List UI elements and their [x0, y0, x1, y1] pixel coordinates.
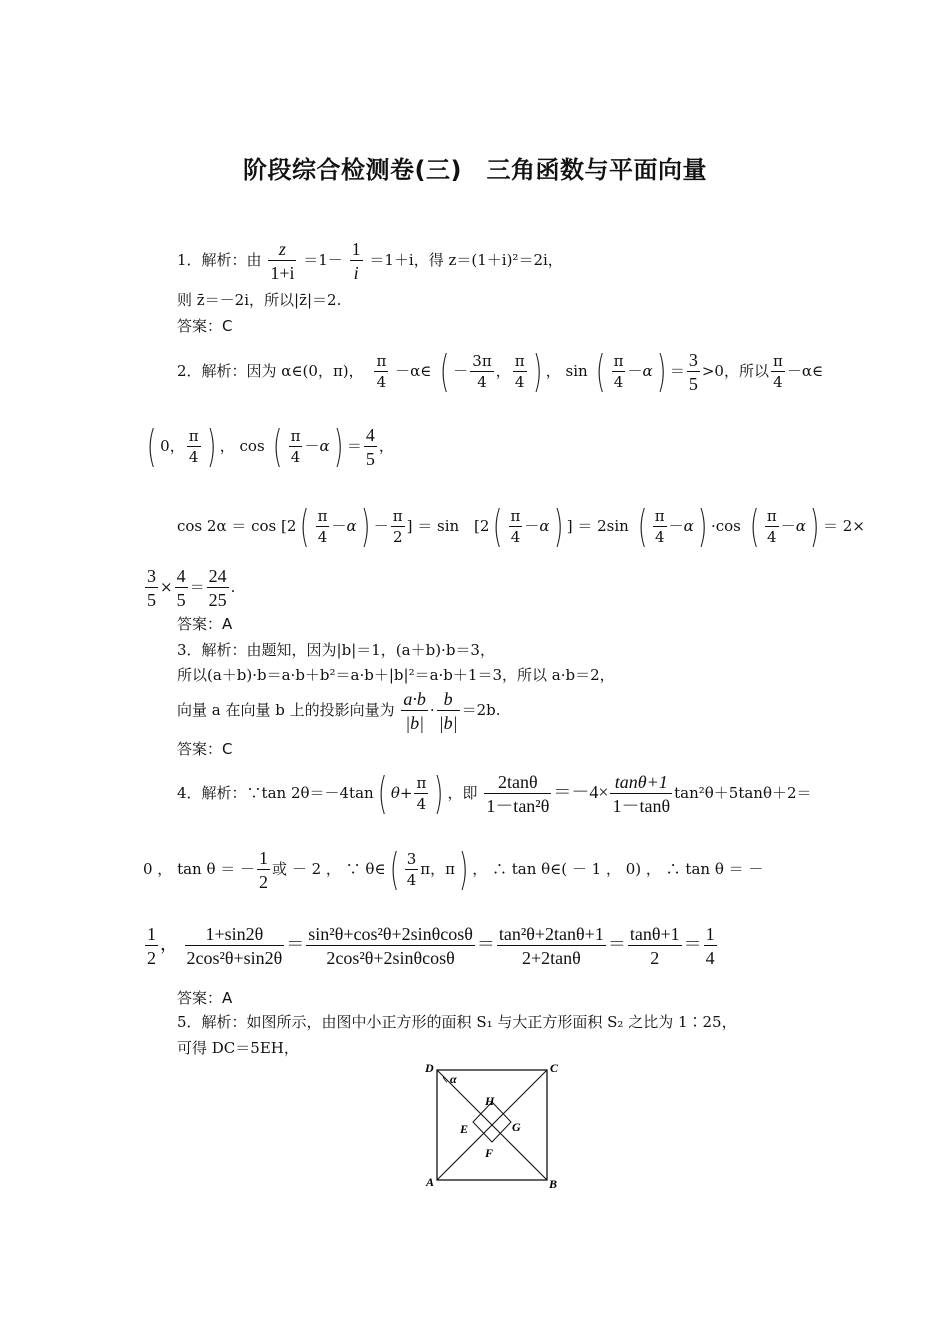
q4-line2: 0 ， tan θ ＝ － $\frac{1}{2}$ 或 － 2 ， ∵ θ∈( $\frac{3}{4}$ π，π) ， ∴ tan θ∈( － 1 ， 0) ， ∴ tan θ ＝ －: [143, 844, 764, 895]
q1-answer: 答案：C: [177, 317, 233, 335]
q2-line3: cos 2α ＝ cos [2( $\frac{\pi}{4}$ －α) － $\frac{\pi}{2}$ ] ＝ sin [2( $\frac{\pi}{4}$ －α) ] ＝ 2sin ( $\frac{\pi}{4}$ －α) ·cos ( $\frac{\pi}{4}$ －α) ＝ 2×: [177, 501, 865, 552]
q1-frac-z: $\frac{z}{1+i}$: [270, 239, 295, 283]
label-C: C: [550, 1061, 559, 1075]
label-F: F: [485, 1146, 494, 1160]
q5-line2: 可得 DC＝5EH，: [177, 1039, 299, 1057]
q3-line3: 向量 a 在向量 b 上的投影向量为 $\frac{a\cdot b}{|b|}$ · $\frac{b}{|b|}$ ＝2b.: [177, 689, 501, 733]
small-square: [473, 1102, 511, 1142]
q3-line1: 3．解析：由题知，因为|b|＝1，(a＋b)·b＝3，: [177, 641, 495, 659]
q2-answer: 答案：A: [177, 615, 233, 633]
label-E: E: [460, 1122, 469, 1136]
label-H: H: [485, 1094, 495, 1108]
label-B: B: [549, 1177, 558, 1191]
q4-answer: 答案：A: [177, 989, 233, 1007]
label-alpha: α: [450, 1072, 457, 1086]
q1-line2: 则 z̄＝－2i，所以|z̄|＝2.: [177, 291, 342, 309]
label-G: G: [512, 1120, 521, 1134]
q3-line2: 所以(a＋b)·b＝a·b＋b²＝a·b＋|b|²＝a·b＋1＝3，所以 a·b＝2，: [177, 666, 615, 684]
q1-intro: 1．解析：由: [177, 251, 262, 269]
q2-line1: 2．解析：因为 α∈(0，π)， $\frac{\pi}{4}$ －α∈ ( － $\frac{3\pi}{4}$ ， $\frac{\pi}{4}$ ) ， sin ( $\frac{\pi}{4}$ －α) ＝ $\frac{3}{5}$ >0，所以 $\frac{\pi}{4}$ －α∈: [177, 346, 824, 397]
q3-answer: 答案：C: [177, 740, 233, 758]
q2-line4: $\frac{3}{5}$ × $\frac{4}{5}$ ＝ $\frac{24}{25}$ .: [147, 566, 236, 610]
q4-line3: $\frac{1}{2}$ ， $\frac{1+\sin 2\theta}{\text{2cos²θ+sin2θ}}$ ＝ $\frac{\text{sin²θ+cos²θ+2sinθcosθ}}{\text{2cos²θ+2sinθcosθ}}$ ＝ $\frac{\text{tan²θ+2tanθ+1}}{2+2\tan\theta}$ ＝ $\frac{\tan\theta+1}{2}$ ＝ $\frac{1}{4}$: [147, 924, 715, 968]
q2-line2: ( 0， $\frac{\pi}{4}$ ) ， cos ( $\frac{\pi}{4}$ －α) ＝ $\frac{4}{5}$ ，: [146, 421, 394, 472]
q4-line1: 4．解析：∵tan 2θ＝－4tan( θ+ $\frac{\pi}{4}$ ) ，即 $\frac{2\tan\theta}{\text{1－tan²θ}}$ ＝－4× $\frac{\tan\theta+1}{1-\tan\theta}$ tan²θ＋5tanθ＋2＝: [177, 768, 812, 819]
page-title: 阶段综合检测卷(三) 三角函数与平面向量: [243, 156, 707, 184]
label-D: D: [425, 1061, 434, 1075]
q1-frac-1-i: $\frac{1}{i}$: [351, 239, 361, 283]
label-A: A: [426, 1175, 435, 1189]
q1-line1: 1．解析：由 $\frac{z}{1+i}$ ＝1－ $\frac{1}{i}$ ＝1＋i，得 z＝(1＋i)²＝2i，: [177, 239, 563, 283]
square-diagram: [420, 1060, 570, 1195]
q5-line1: 5．解析：如图所示，由图中小正方形的面积 S₁ 与大正方形面积 S₂ 之比为 1∶25，: [177, 1013, 737, 1031]
